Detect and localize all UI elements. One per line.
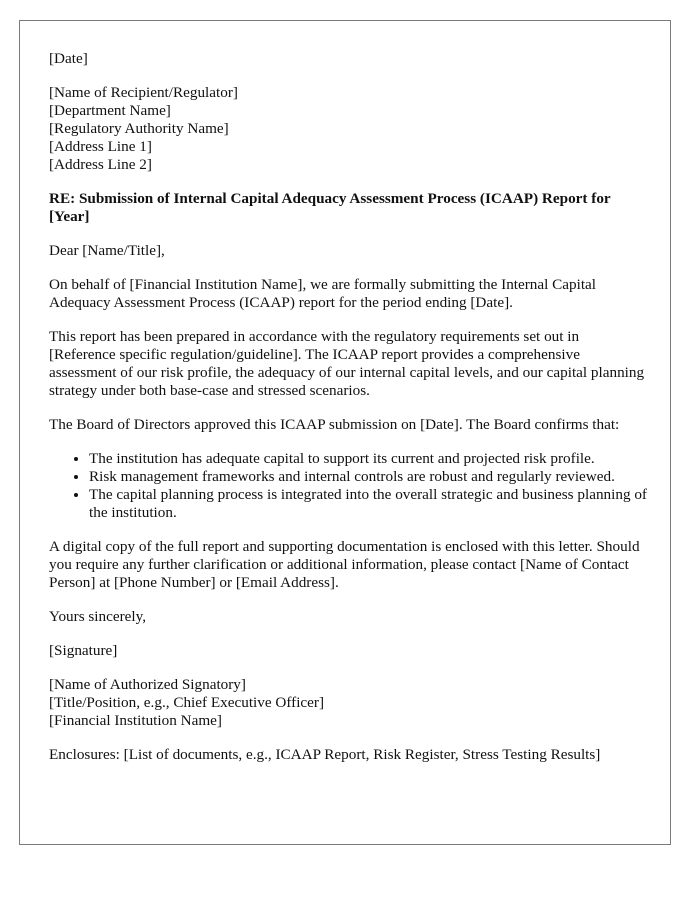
list-item: • The institution has adequate capital to support its current and projected risk profile. — [89, 450, 649, 468]
recipient-authority: [Regulatory Authority Name] — [49, 120, 229, 137]
recipient-address-block — [49, 84, 649, 174]
signatory-title: [Title/Position, e.g., Chief Executive Officer] — [49, 694, 325, 711]
intro-paragraph: On behalf of [Financial Institution Name], we are formally submitting the Internal Capital Adequacy Assessment Process (ICAAP) report for the period ending [Date]. — [49, 276, 597, 311]
board-paragraph: The Board of Directors approved this ICAAP submission on [Date]. The Board confirms that: — [49, 416, 620, 433]
enclosed-paragraph: A digital copy of the full report and supporting documentation is enclosed with this letter. Should you require any further clarification or additional information, please contact [Name of Contact Person] at [Phone Number] or [Email Address]. — [49, 538, 640, 591]
recipient-name: [Name of Recipient/Regulator] — [49, 84, 238, 101]
enclosures-line: Enclosures: [List of documents, e.g., ICAAP Report, Risk Register, Stress Testing Results] — [49, 746, 601, 763]
signatory-name: [Name of Authorized Signatory] — [49, 676, 246, 693]
letter-closing: Yours sincerely, — [49, 608, 147, 625]
letter-date: [Date] — [49, 50, 88, 67]
letter-date-block — [49, 50, 649, 68]
list-item: • Risk management frameworks and internal controls are robust and regularly reviewed. — [89, 468, 649, 486]
recipient-department: [Department Name] — [49, 102, 171, 119]
signature-placeholder: [Signature] — [49, 642, 118, 659]
prepared-paragraph: This report has been prepared in accordance with the regulatory requirements set out in [Reference specific regulation/guideline]. The ICAAP report provides a comprehensive assessment of our risk profile, the adequacy of our internal capital levels, and our capital planning strategy under both base-case and stressed scenarios. — [49, 328, 645, 399]
recipient-address-line-1: [Address Line 1] — [49, 138, 152, 155]
letter-subject: RE: Submission of Internal Capital Adequacy Assessment Process (ICAAP) Report for [Year] — [49, 190, 611, 225]
letter-salutation: Dear [Name/Title], — [49, 242, 165, 259]
signatory-block — [49, 676, 649, 730]
confirmation-list — [49, 450, 649, 522]
letter-page — [19, 20, 671, 845]
recipient-address-line-2: [Address Line 2] — [49, 156, 152, 173]
list-item: • The capital planning process is integrated into the overall strategic and business planning of the institution. — [89, 486, 649, 522]
signatory-institution: [Financial Institution Name] — [49, 712, 222, 729]
